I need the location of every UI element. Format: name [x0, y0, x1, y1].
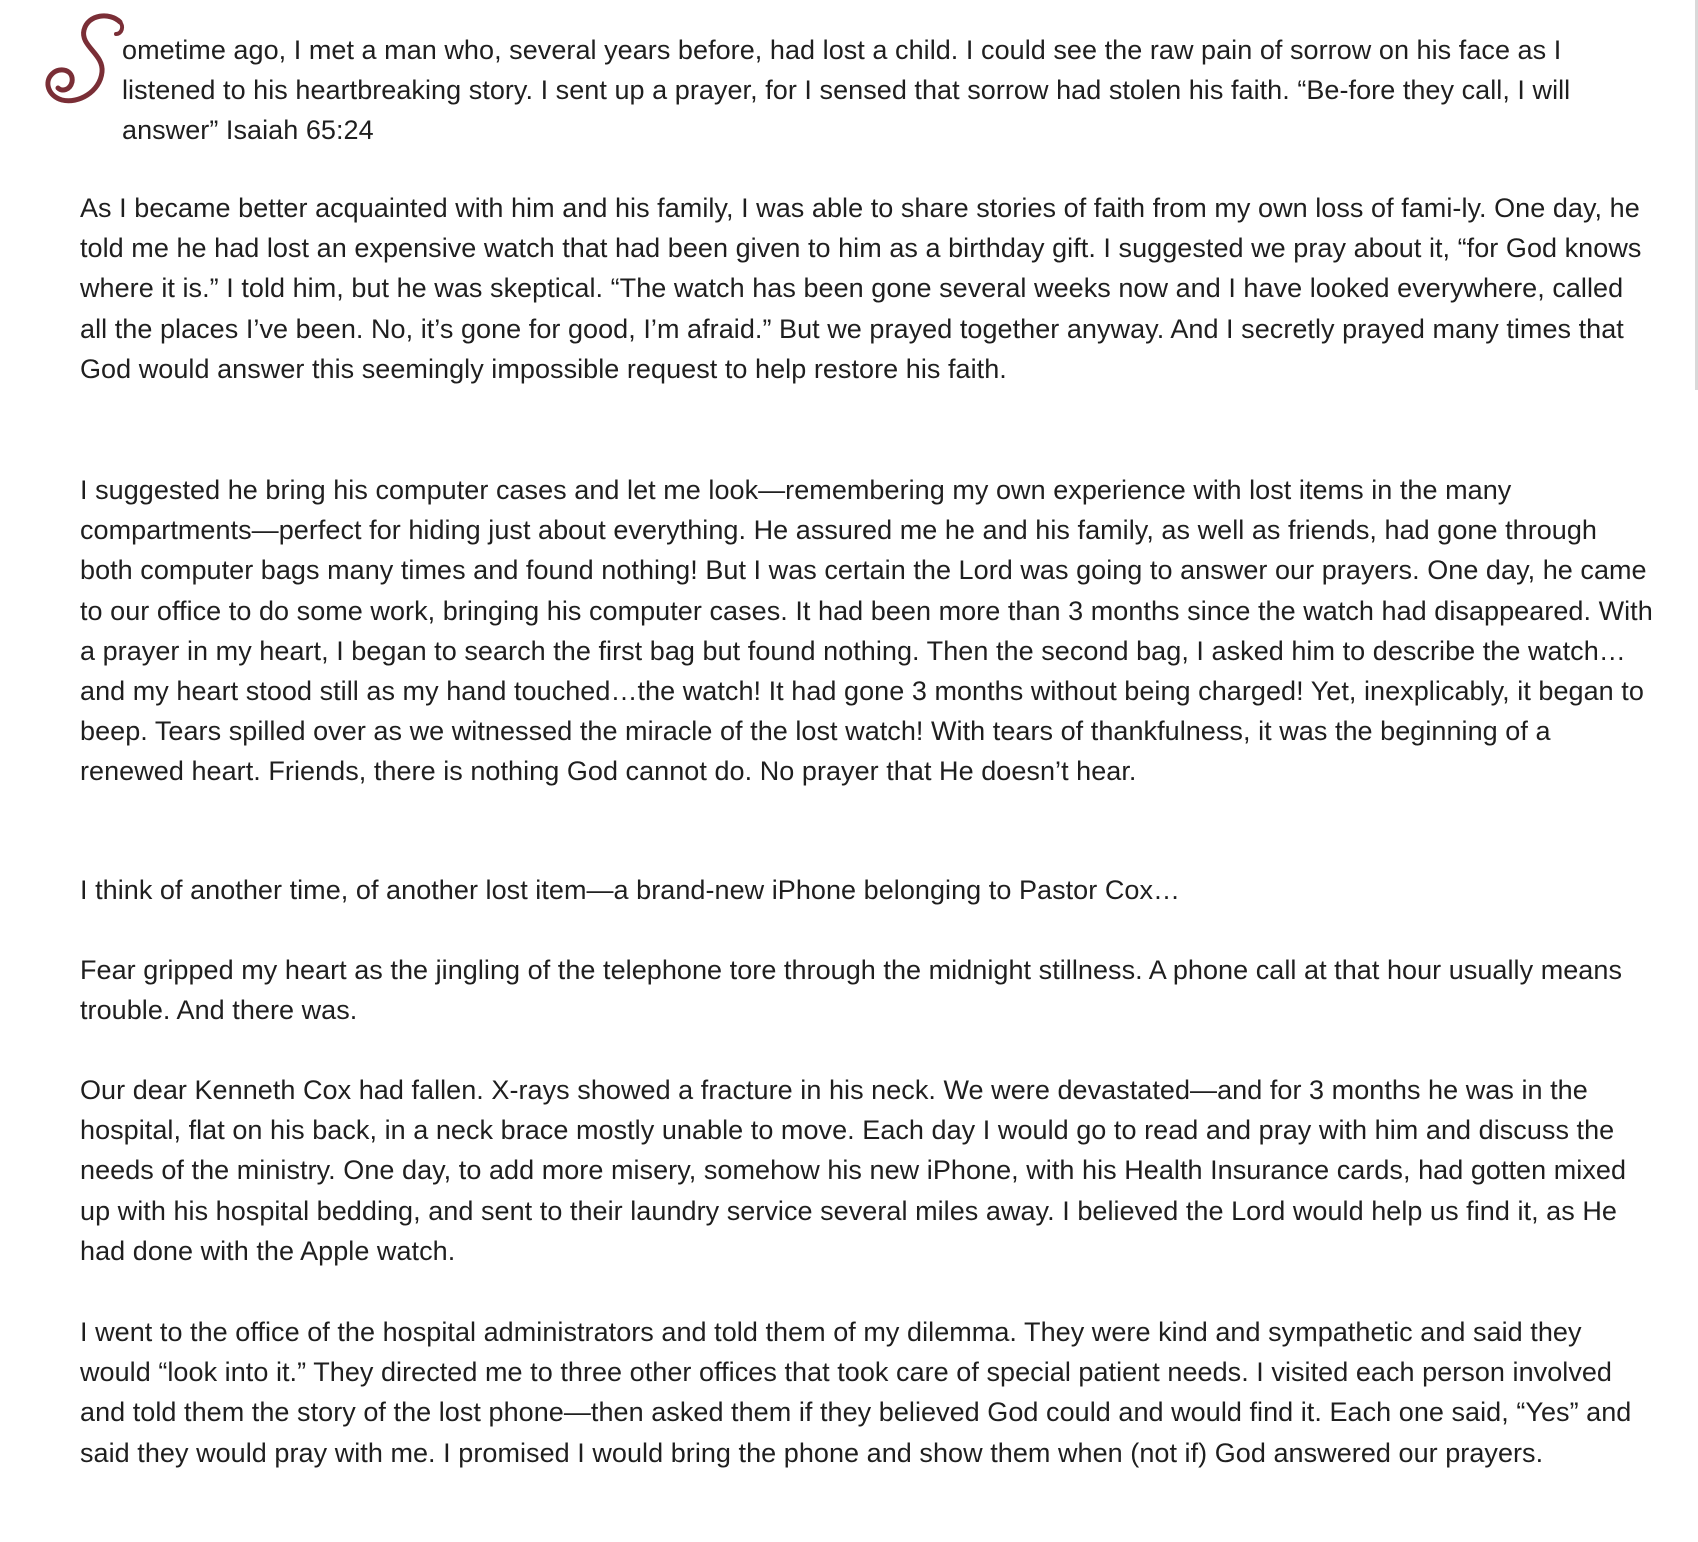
paragraph-kenneth-cox: Our dear Kenneth Cox had fallen. X-rays showed a fracture in his neck. We were devastated—and for 3 months he was in the hospital, flat on his back, in a neck brace mostly unable to move. Each day I would go to read and pray with him and discuss the needs of the ministry. One day, to add more misery, somehow his new iPhone, with his Health Insurance cards, had gotten mixed up with his hospital bedding, and sent to their laundry service several miles away. I believed the Lord would help us find it, as He had done with the Apple watch.: [80, 1075, 1627, 1266]
paragraph-another-lost-item: I think of another time, of another lost item—a brand-new iPhone belonging to Pastor Cox…: [80, 875, 1181, 905]
paragraph-intro: [122, 30, 1642, 151]
paragraph-computer-cases: I suggested he bring his computer cases and let me look—remembering my own experience with lost items in the many compartments—perfect for hiding just about everything. He assured me he and his family, as well as friends, had gone through both computer bags many times and found nothing! But I was certain the Lord was going to answer our prayers. One day, he came to our office to do some work, bringing his computer cases. It had been more than 3 months since the watch had disappeared. With a prayer in my heart, I began to search the first bag but found nothing. Then the second bag, I asked him to describe the watch…and my heart stood still as my hand touched…the watch! It had gone 3 months without being charged! Yet, inexplicably, it began to beep. Tears spilled over as we witnessed the miracle of the lost watch! With tears of thankfulness, it was the beginning of a renewed heart. Friends, there is nothing God cannot do. No prayer that He doesn’t hear.: [80, 475, 1653, 787]
paragraph-text: ometime ago, I met a man who, several years before, had lost a child. I could see the raw pain of sorrow on his face as I listened to his heartbreaking story. I sent up a prayer, for I sensed that sorrow had stolen his faith. “Be-fore they call, I will answer” Isaiah 65:24: [122, 35, 1571, 146]
paragraph-midnight-call: Fear gripped my heart as the jingling of the telephone tore through the midnight stillness. A phone call at that hour usually means trouble. And there was.: [80, 955, 1622, 1026]
paragraph-watch-story: As I became better acquainted with him and his family, I was able to share stories of faith from my own loss of fami-ly. One day, he told me he had lost an expensive watch that had been given to him as a birthday gift. I suggested we pray about it, “for God knows where it is.” I told him, but he was skeptical. “The watch has been gone several weeks now and I have looked everywhere, called all the places I’ve been. No, it’s gone for good, I’m afraid.” But we prayed together anyway. And I secretly prayed many times that God would answer this seemingly impossible request to help restore his faith.: [80, 193, 1642, 384]
paragraph-hospital-offices: I went to the office of the hospital administrators and told them of my dilemma. They were kind and sympathetic and said they would “look into it.” They directed me to three other offices that took care of special patient needs. I visited each person involved and told them the story of the lost phone—then asked them if they believed God could and would find it. Each one said, “Yes” and said they would pray with me. I promised I would bring the phone and show them when (not if) God answered our prayers.: [80, 1317, 1632, 1468]
